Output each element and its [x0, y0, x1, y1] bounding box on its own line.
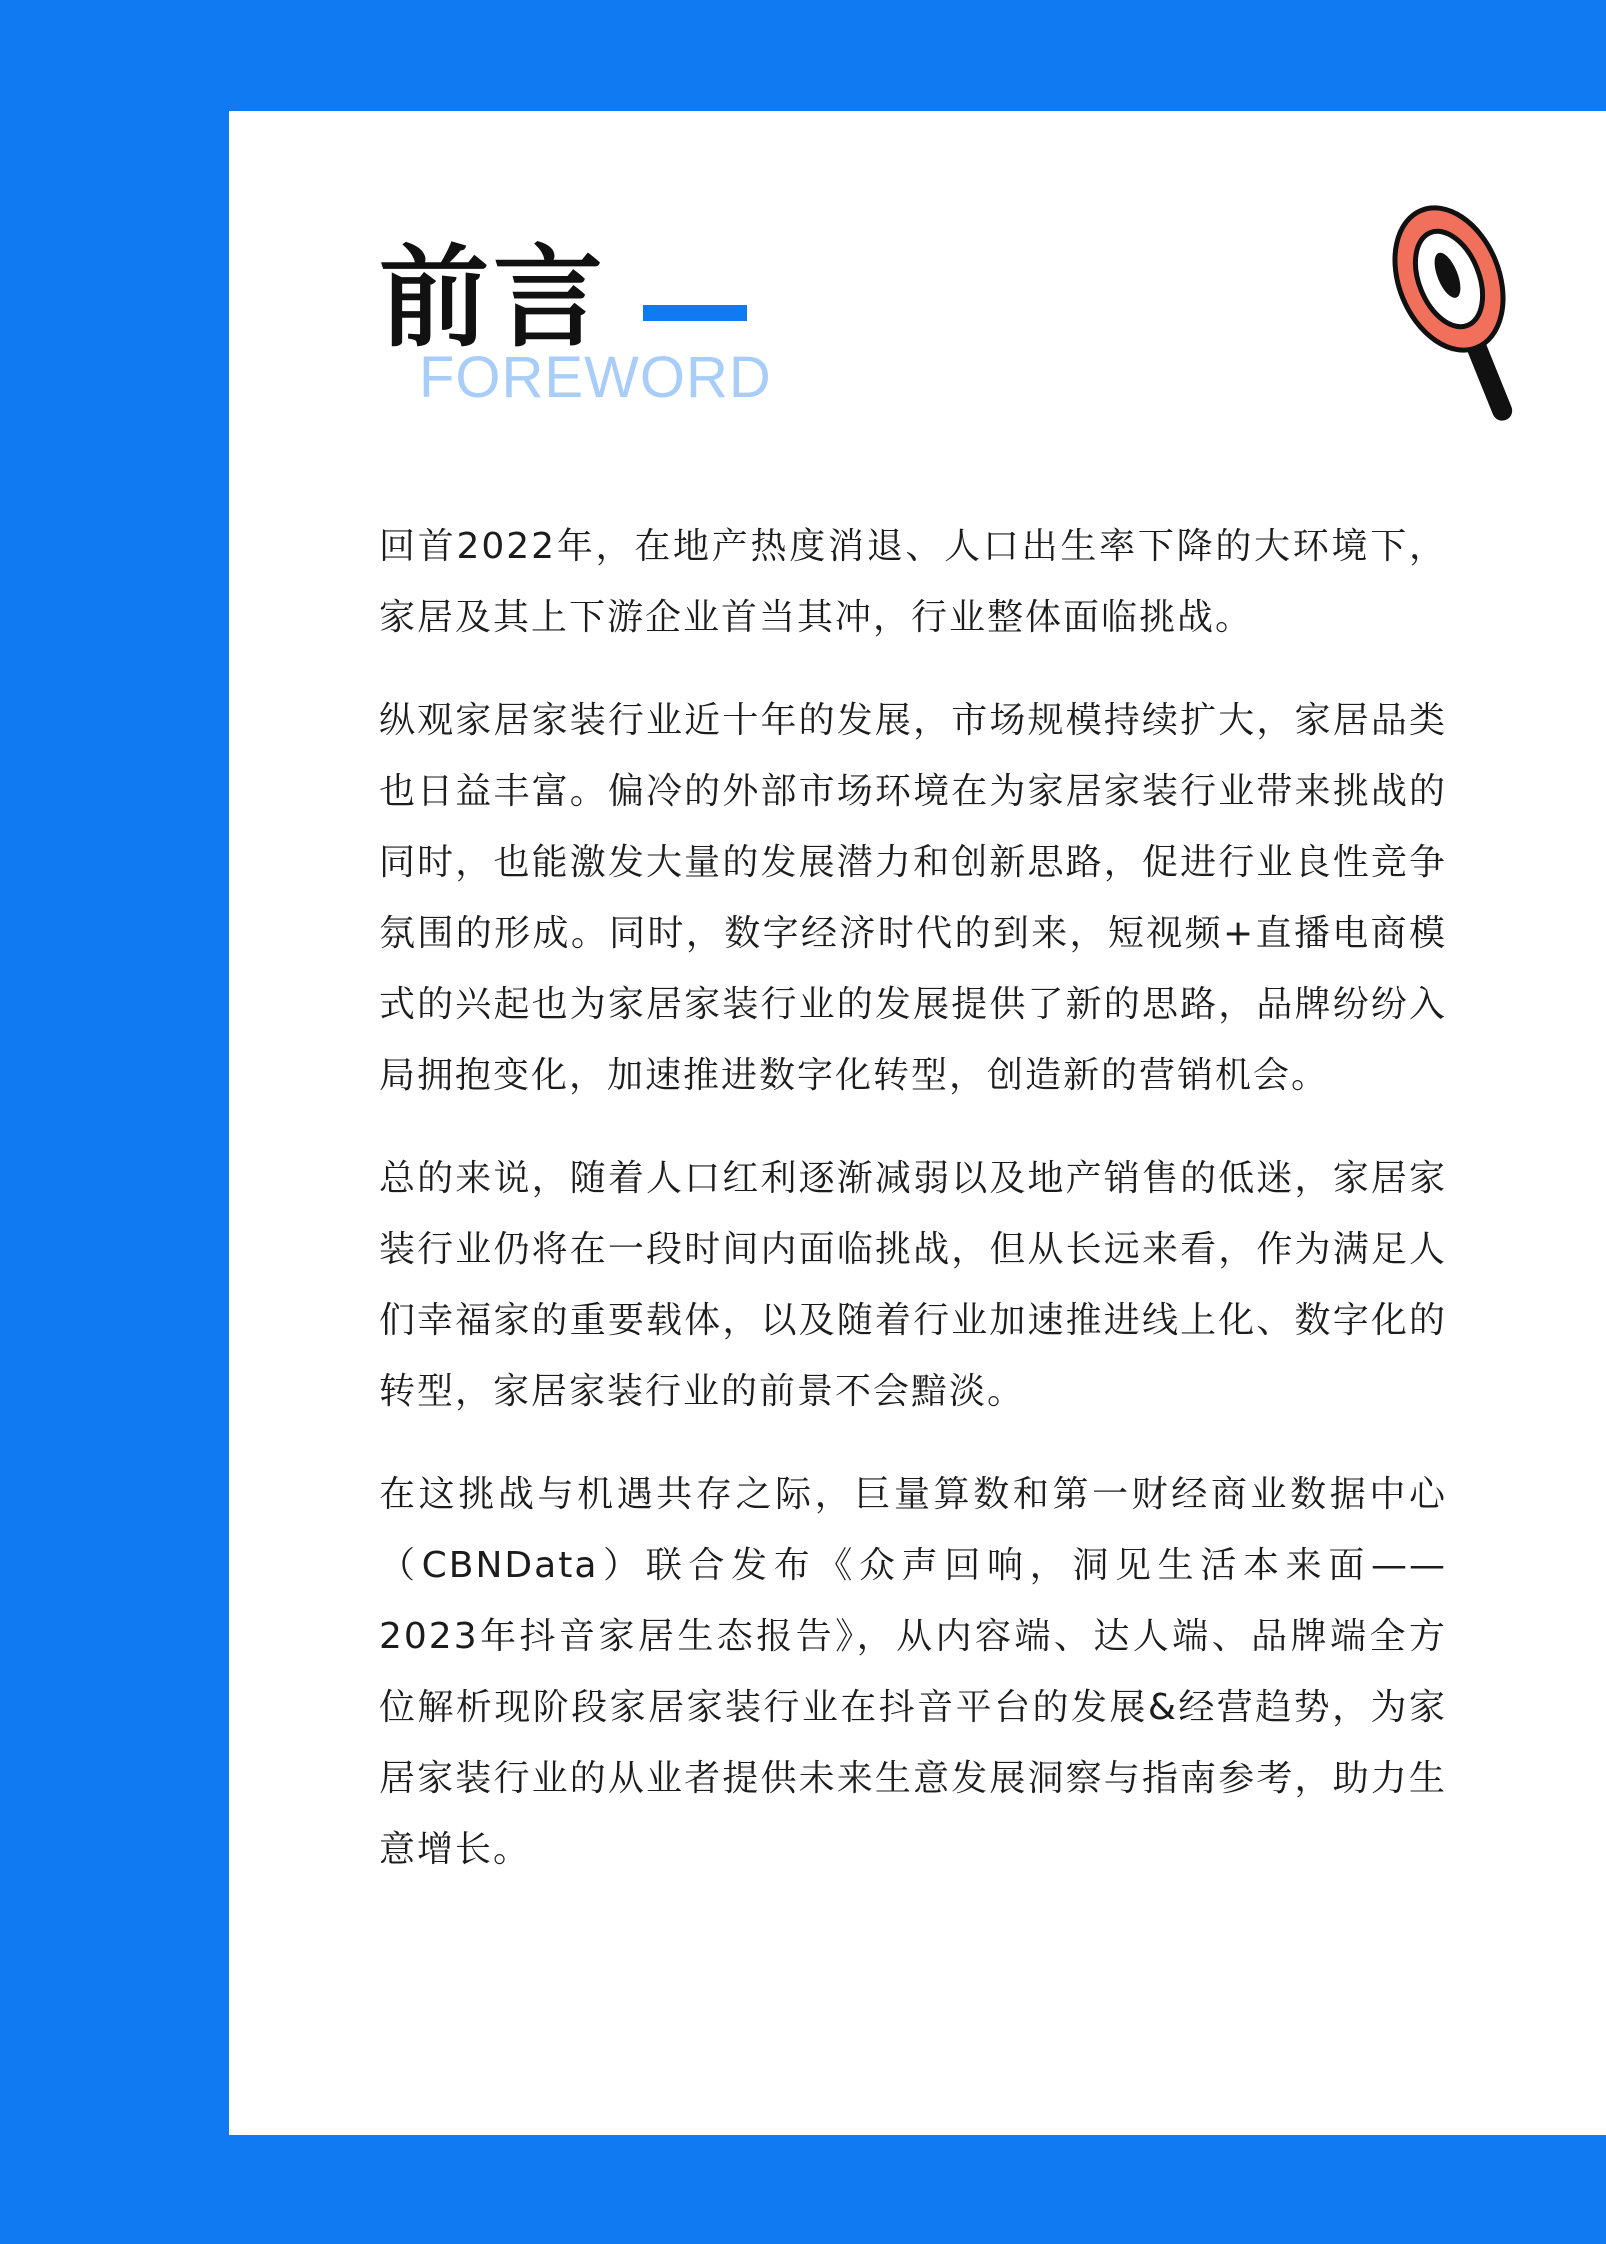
paragraph: 回首2022年，在地产热度消退、人口出生率下降的大环境下，家居及其上下游企业首当其冲，行业整体面临挑战。 — [379, 526, 1447, 638]
content-card — [229, 111, 1606, 2135]
page-title: 前言 — [379, 234, 607, 362]
paragraph: 在这挑战与机遇共存之际，巨量算数和第一财经商业数据中心（CBNData）联合发布《众声回响，洞见生活本来面——2023年抖音家居生态报告》，从内容端、达人端、品牌端全方位解析现阶段家居家装行业在抖音平台的发展&经营趋势，为家居家装行业的从业者提供未来生意发展洞察与指南参考，助力生意增长。 — [379, 1474, 1447, 1870]
paragraph: 纵观家居家装行业近十年的发展，市场规模持续扩大，家居品类也日益丰富。偏冷的外部市场环境在为家居家装行业带来挑战的同时，也能激发大量的发展潜力和创新思路，促进行业良性竞争氛围的形成。同时，数字经济时代的到来，短视频+直播电商模式的兴起也为家居家装行业的发展提供了新的思路，品牌纷纷入局拥抱变化，加速推进数字化转型，创造新的营销机会。 — [379, 700, 1447, 1096]
foreword-body — [379, 511, 1447, 1917]
title-accent-bar — [643, 305, 747, 321]
page-subtitle: FOREWORD — [419, 345, 772, 410]
paragraph: 总的来说，随着人口红利逐渐减弱以及地产销售的低迷，家居家装行业仍将在一段时间内面临挑战，但从长远来看，作为满足人们幸福家的重要载体，以及随着行业加速推进线上化、数字化的转型，家居家装行业的前景不会黯淡。 — [379, 1158, 1447, 1412]
magnifier-icon — [1391, 191, 1551, 431]
